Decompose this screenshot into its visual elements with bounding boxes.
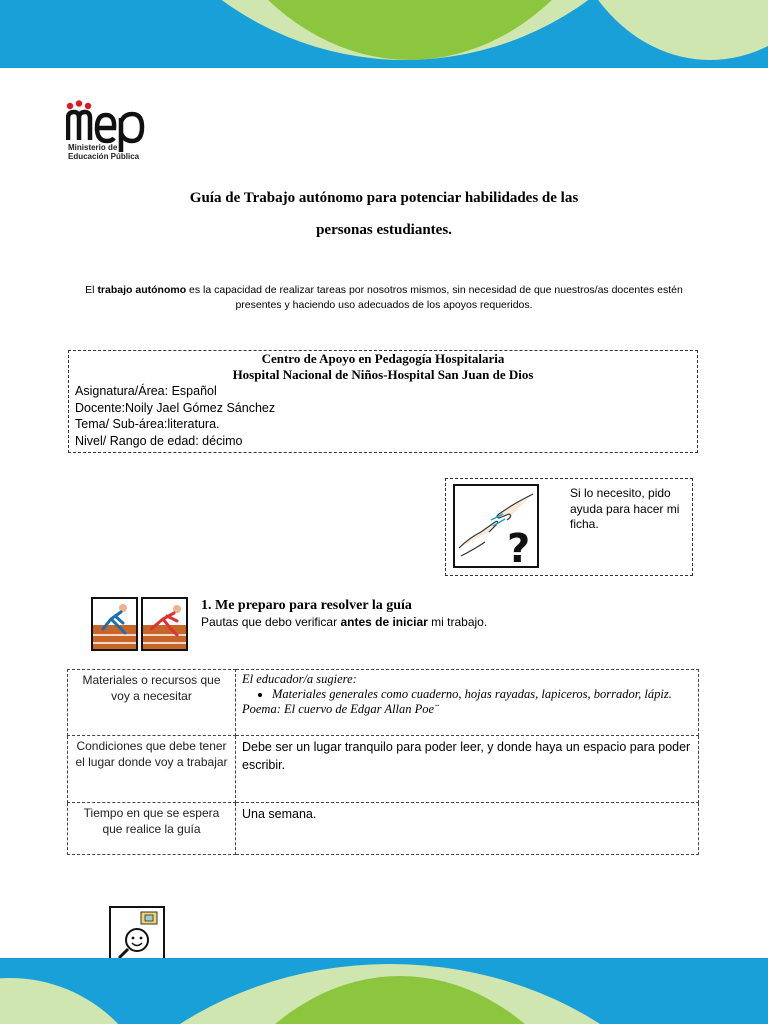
page-title-line2: personas estudiantes.: [316, 222, 452, 238]
level-line: Nivel/ Rango de edad: décimo: [75, 433, 243, 448]
runner-start-icon: [91, 597, 138, 651]
materials-value: [236, 670, 699, 736]
poem-line: Poema: El cuervo de Edgar Allan Poe¨: [242, 702, 439, 716]
time-value: Una semana.: [236, 803, 699, 855]
table-row: [68, 736, 699, 803]
time-label: Tiempo en que se espera que realice la guía: [68, 803, 236, 855]
center-name: Centro de Apoyo en Pedagogía Hospitalaria: [261, 351, 505, 366]
svg-text:?: ?: [507, 526, 531, 566]
runners-pictogram: [91, 597, 190, 653]
section-subtitle-bold: antes de iniciar: [340, 615, 428, 629]
hospital-name: Hospital Nacional de Niños-Hospital San Juan de Dios: [232, 367, 534, 382]
materials-label: Materiales o recursos que voy a necesitar: [68, 670, 236, 736]
intro-paragraph: [66, 283, 702, 313]
footer-decoration: [0, 958, 768, 1024]
light-arc-decoration: [0, 978, 160, 1024]
educator-suggests: El educador/a sugiere:: [242, 672, 357, 686]
light-arc-decoration: [560, 0, 768, 60]
section-subtitle: [201, 615, 487, 629]
subject-line: Asignatura/Área: Español: [75, 384, 217, 398]
help-box: [445, 478, 693, 576]
intro-prefix: El: [85, 284, 95, 296]
logo-subtitle-line2: Educación Pública: [68, 152, 140, 161]
self-check-icon: [109, 906, 165, 962]
intro-bold-term: trabajo autónomo: [97, 284, 187, 296]
table-row: [68, 803, 699, 855]
requirements-table: [67, 669, 699, 855]
help-hands-icon: [453, 484, 539, 568]
teacher-line: Docente:Noily Jael Gómez Sánchez: [75, 400, 276, 415]
materials-list: [242, 687, 692, 702]
logo-subtitle: [68, 143, 139, 161]
page-title-line1: Guía de Trabajo autónomo para potenciar habilidades de las: [189, 190, 579, 206]
intro-text-line2: presentes y haciendo uso adecuados de los apoyos requeridos.: [235, 299, 533, 311]
section-subtitle-pre: Pautas que debo verificar: [201, 615, 338, 629]
course-info-box: [68, 350, 698, 453]
topic-line: Tema/ Sub-área:literatura.: [75, 417, 220, 431]
list-item: • Materiales generales como cuaderno, hojas rayadas, lapiceros, borrador, lápiz.: [272, 687, 692, 702]
header-decoration: [0, 0, 768, 70]
section-subtitle-post: mi trabajo.: [431, 615, 488, 629]
conditions-label: Condiciones que debe tener el lugar donde voy a trabajar: [68, 736, 236, 803]
conditions-value: Debe ser un lugar tranquilo para poder leer, y donde haya un espacio para poder escribir.: [236, 736, 699, 803]
table-row: [68, 670, 699, 736]
runner-go-icon: [141, 597, 188, 651]
logo-subtitle-line1: Ministerio de: [68, 143, 118, 152]
help-text: Si lo necesito, pido ayuda para hacer mi ficha.: [570, 486, 680, 531]
section-title: 1. Me preparo para resolver la guía: [201, 598, 412, 613]
intro-text: es la capacidad de realizar tareas por nosotros mismos, sin necesidad de que nuestros/as docentes estén: [189, 284, 683, 296]
